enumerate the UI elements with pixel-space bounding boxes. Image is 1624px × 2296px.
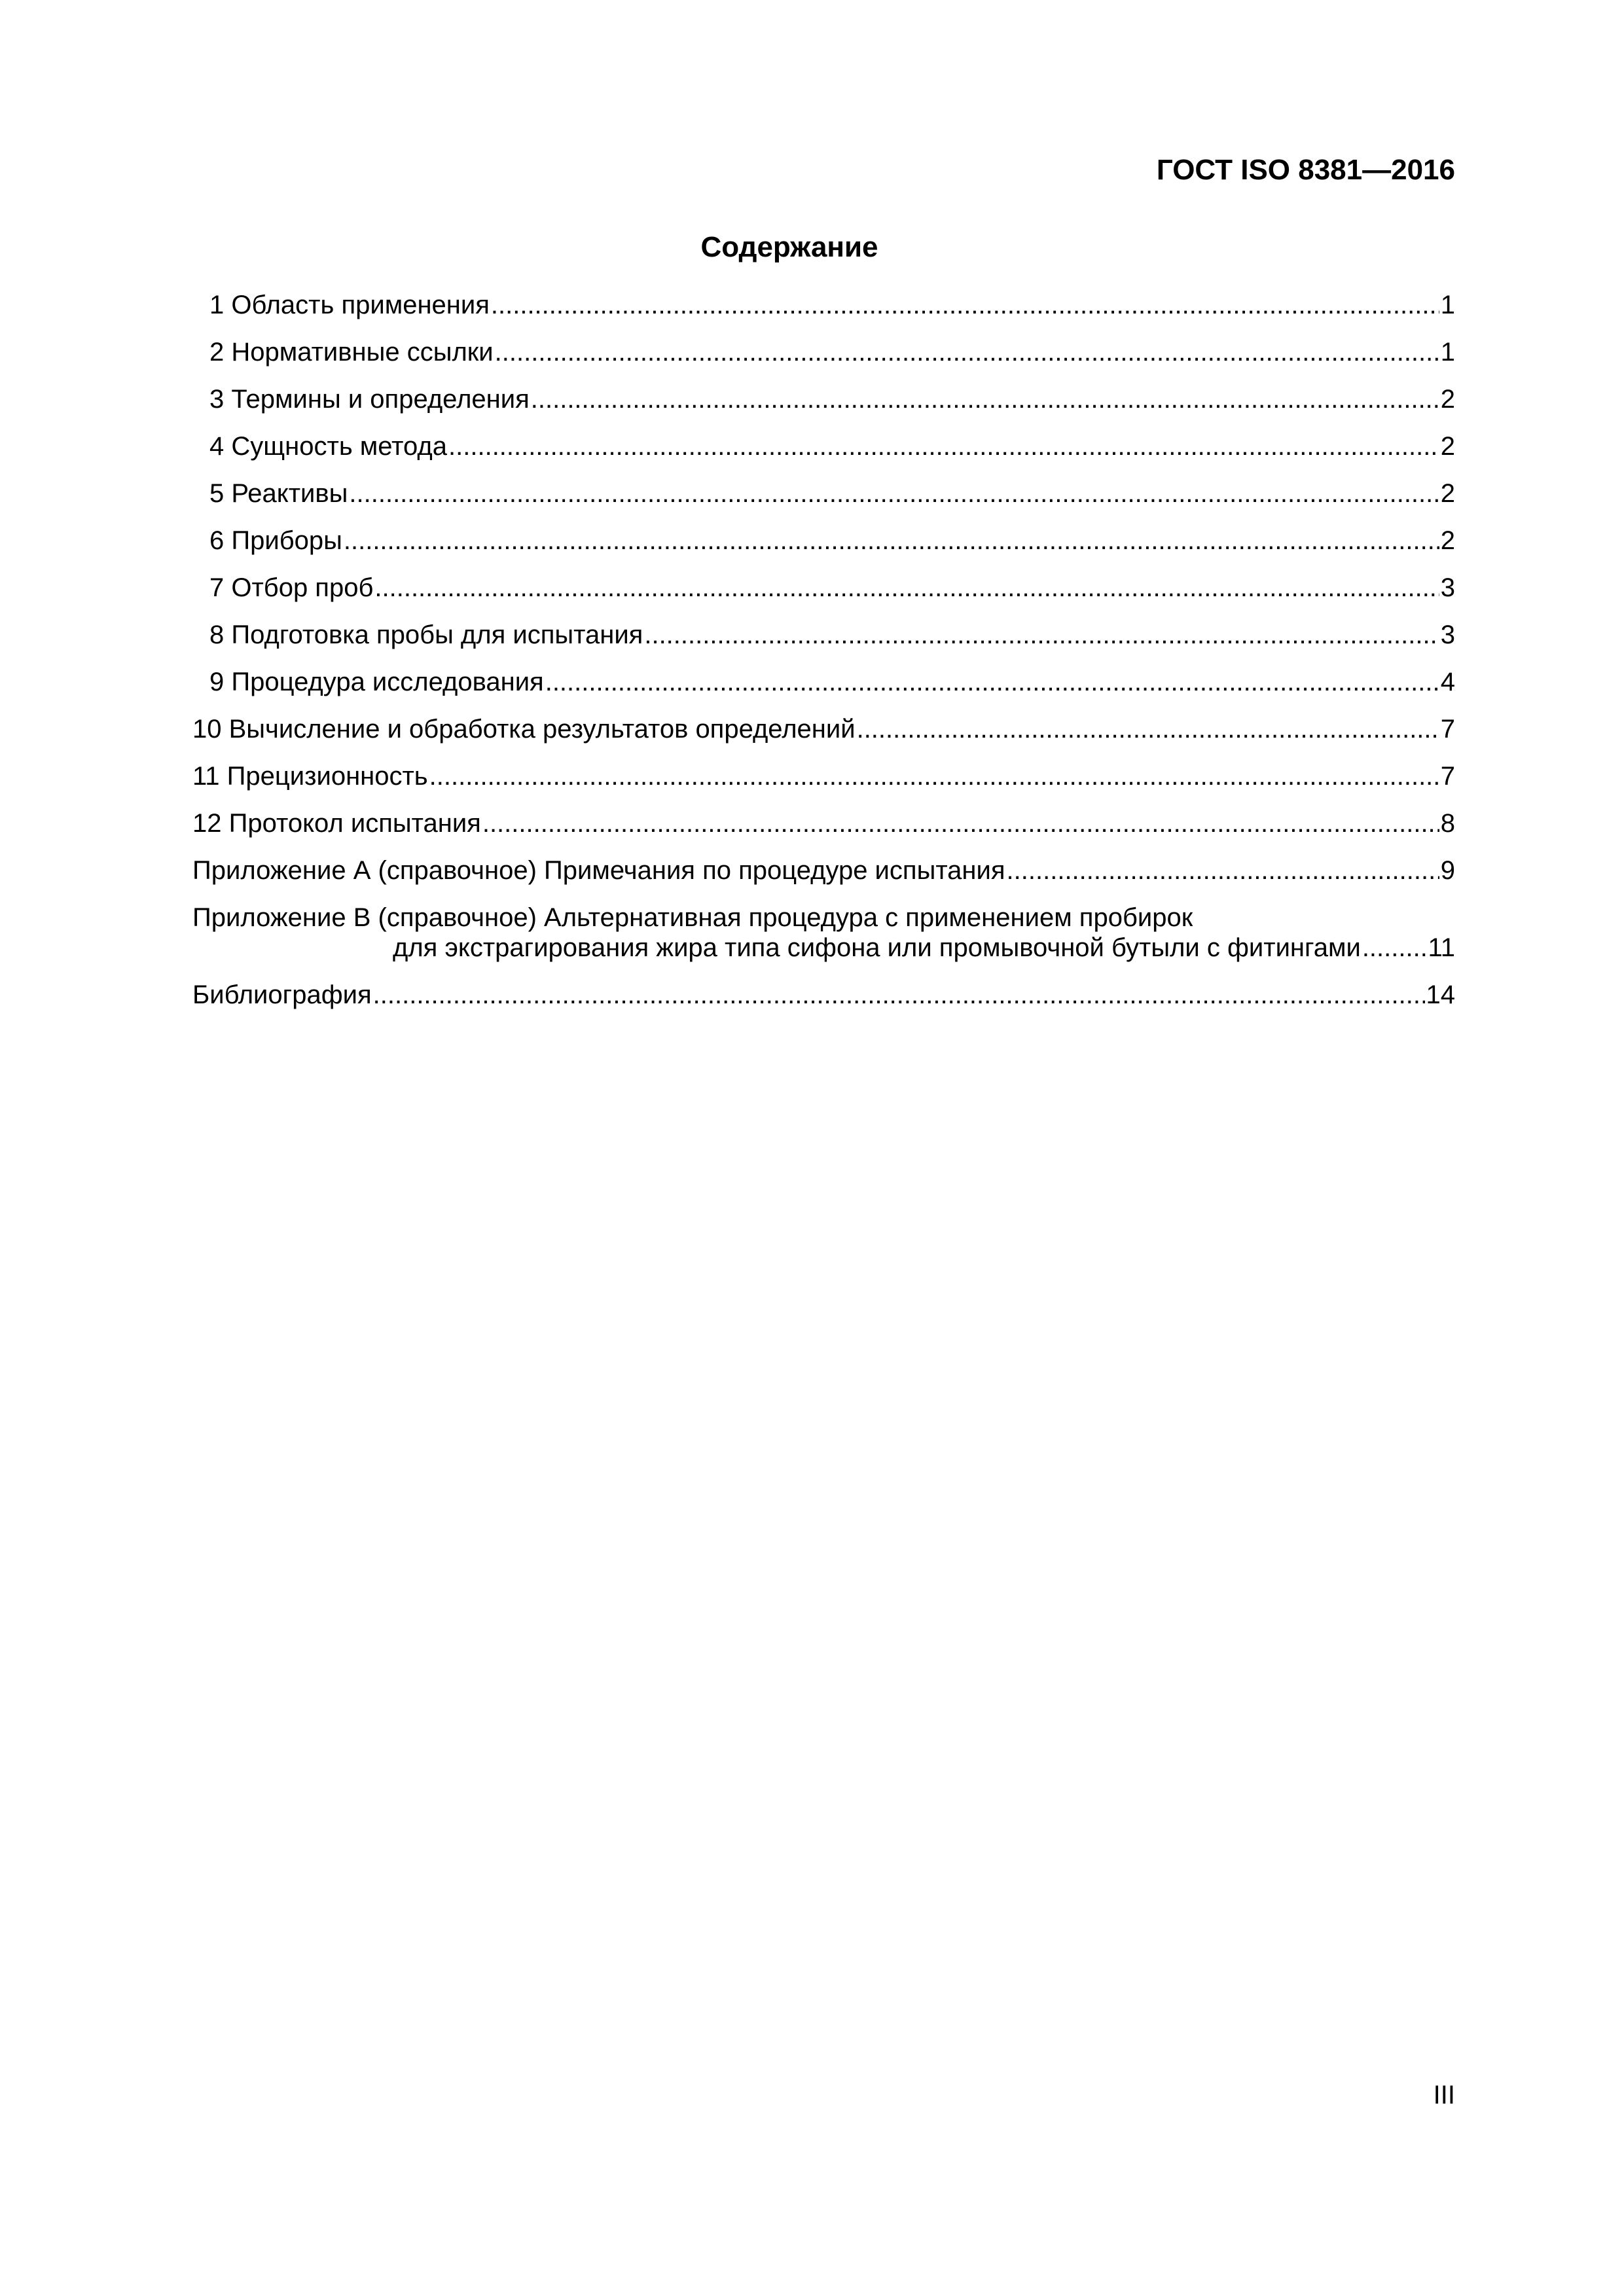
toc-item-page: 1 — [1440, 338, 1455, 367]
toc-item-page: 14 — [1426, 980, 1455, 1009]
toc-item-label: 7 Отбор проб — [209, 573, 374, 602]
toc-leader-dots — [373, 978, 1425, 1012]
toc-item-2[interactable] — [209, 335, 1455, 369]
toc-item-page: 9 — [1440, 856, 1455, 885]
toc-item-label: 4 Сущность метода — [209, 432, 448, 461]
toc-leader-dots — [1362, 931, 1427, 965]
toc-leader-dots — [374, 571, 1439, 605]
toc-item-page: 2 — [1440, 526, 1455, 555]
toc-leader-dots — [491, 288, 1439, 322]
toc-item-8[interactable] — [209, 618, 1455, 652]
toc-leader-dots — [344, 524, 1439, 558]
toc-item-page: 3 — [1440, 573, 1455, 602]
toc-item-page: 8 — [1440, 809, 1455, 838]
toc-leader-dots — [857, 712, 1439, 746]
page-number: III — [1433, 2081, 1455, 2109]
toc-item-label: Библиография — [192, 980, 372, 1009]
toc-item-label: 3 Термины и определения — [209, 385, 530, 414]
toc-item-10[interactable] — [192, 712, 1455, 746]
toc-item-6[interactable] — [209, 524, 1455, 558]
toc-leader-dots — [545, 665, 1439, 699]
toc-item-label: 2 Нормативные ссылки — [209, 338, 494, 367]
toc-title: Содержание — [700, 231, 878, 263]
toc-leader-dots — [482, 806, 1439, 840]
toc-item-label: 12 Протокол испытания — [192, 809, 481, 838]
toc-appendix-a[interactable] — [192, 853, 1455, 888]
toc-bibliography[interactable] — [192, 978, 1455, 1012]
toc-item-label: 8 Подготовка пробы для испытания — [209, 620, 643, 649]
toc-item-label: 6 Приборы — [209, 526, 342, 555]
toc-item-label: 9 Процедура исследования — [209, 668, 544, 696]
toc-item-label: 5 Реактивы — [209, 479, 348, 508]
toc-leader-dots — [349, 476, 1439, 511]
toc-leader-dots — [644, 618, 1439, 652]
toc-item-page: 2 — [1440, 432, 1455, 461]
toc-leader-dots — [495, 335, 1439, 369]
toc-item-label: 10 Вычисление и обработка результатов определений — [192, 715, 856, 744]
toc-item-11[interactable] — [192, 759, 1455, 793]
toc-item-label: 1 Область применения — [209, 291, 490, 319]
toc-item-7[interactable] — [209, 571, 1455, 605]
toc-item-page: 4 — [1440, 668, 1455, 696]
toc-item-12[interactable] — [192, 806, 1455, 840]
toc-item-page: 3 — [1440, 620, 1455, 649]
toc-item-label: для экстрагирования жира типа сифона или промывочной бутыли с фитингами — [393, 933, 1361, 962]
toc-item-5[interactable] — [209, 476, 1455, 511]
toc-item-label: 11 Прецизионность — [192, 762, 428, 791]
toc-item-page: 11 — [1428, 933, 1455, 962]
toc-item-4[interactable] — [209, 429, 1455, 463]
toc-appendix-b-line1[interactable]: Приложение В (справочное) Альтернативная процедура с применением пробирок — [192, 903, 1193, 932]
toc-leader-dots — [429, 759, 1439, 793]
toc-item-page: 2 — [1440, 479, 1455, 508]
toc-item-3[interactable] — [209, 382, 1455, 416]
toc-item-page: 7 — [1440, 715, 1455, 744]
toc-appendix-b-line2[interactable] — [393, 931, 1455, 965]
toc-item-page: 1 — [1440, 291, 1455, 319]
toc-item-label: Приложение А (справочное) Примечания по процедуре испытания — [192, 856, 1005, 885]
toc-leader-dots — [1007, 853, 1439, 888]
toc-item-1[interactable] — [209, 288, 1455, 322]
toc-item-page: 7 — [1440, 762, 1455, 791]
toc-leader-dots — [448, 429, 1439, 463]
toc-leader-dots — [531, 382, 1439, 416]
toc-item-page: 2 — [1440, 385, 1455, 414]
toc-item-9[interactable] — [209, 665, 1455, 699]
standard-code-header: ГОСТ ISO 8381—2016 — [1156, 154, 1455, 186]
